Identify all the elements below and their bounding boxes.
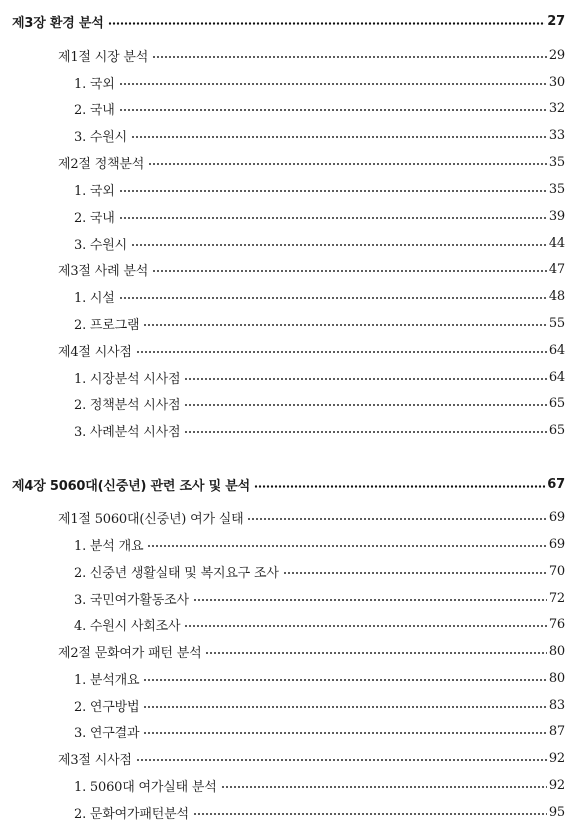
dot-leader: [254, 485, 545, 488]
dot-leader: [147, 545, 547, 547]
entry-page-number: 55: [548, 315, 565, 331]
entry-title: 1. 분석개요: [74, 672, 140, 688]
entry-title: 1. 시설: [74, 290, 115, 306]
dot-leader: [119, 297, 547, 299]
entry-title: 2. 정책분석 시사점: [74, 397, 181, 413]
entry-page-number: 64: [548, 369, 565, 385]
entry-page-number: 44: [548, 235, 565, 251]
toc-item-entry[interactable]: [0, 179, 577, 199]
entry-page-number: 33: [548, 127, 565, 143]
dot-leader: [143, 732, 546, 734]
entry-page-number: 32: [548, 100, 565, 116]
entry-title: 제3절 시사점: [58, 752, 132, 768]
dot-leader: [108, 22, 546, 25]
toc-item-entry[interactable]: [0, 420, 577, 440]
toc-item-entry[interactable]: [0, 367, 577, 387]
entry-title: 제1절 5060대(신중년) 여가 실태: [58, 511, 244, 527]
entry-title: 제4절 시사점: [58, 344, 132, 360]
toc-item-entry[interactable]: [0, 614, 577, 634]
entry-title: 2. 신중년 생활실태 및 복지요구 조사: [74, 565, 279, 581]
entry-title: 3. 수원시: [74, 237, 128, 253]
toc-chapter-entry[interactable]: [0, 11, 577, 31]
entry-title: 1. 국외: [74, 183, 115, 199]
toc-item-entry[interactable]: [0, 206, 577, 226]
entry-title: 1. 국외: [74, 76, 115, 92]
entry-title: 1. 시장분석 시사점: [74, 371, 181, 387]
entry-title: 2. 국내: [74, 210, 115, 226]
entry-title: 3. 수원시: [74, 129, 128, 145]
dot-leader: [119, 109, 547, 111]
toc-chapter-entry[interactable]: [0, 474, 577, 494]
entry-page-number: 92: [548, 750, 565, 766]
toc-item-entry[interactable]: [0, 802, 577, 822]
entry-page-number: 83: [548, 697, 565, 713]
entry-page-number: 80: [548, 670, 565, 686]
entry-page-number: 72: [548, 590, 565, 606]
entry-page-number: 80: [548, 643, 565, 659]
toc-section-entry[interactable]: [0, 340, 577, 360]
dot-leader: [193, 599, 547, 601]
entry-page-number: 30: [548, 74, 565, 90]
entry-page-number: 47: [548, 261, 565, 277]
entry-page-number: 35: [548, 154, 565, 170]
dot-leader: [131, 136, 547, 138]
entry-title: 2. 국내: [74, 102, 115, 118]
entry-page-number: 48: [548, 288, 565, 304]
entry-page-number: 29: [548, 47, 565, 63]
toc-item-entry[interactable]: [0, 98, 577, 118]
entry-page-number: 27: [547, 13, 565, 29]
entry-title: 제3절 사례 분석: [58, 263, 149, 279]
entry-title: 3. 사례분석 시사점: [74, 424, 181, 440]
entry-title: 1. 분석 개요: [74, 538, 144, 554]
entry-page-number: 70: [548, 563, 565, 579]
dot-leader: [283, 572, 547, 574]
toc-item-entry[interactable]: [0, 393, 577, 413]
dot-leader: [205, 652, 546, 654]
toc-section-entry[interactable]: [0, 152, 577, 172]
entry-title: 1. 5060대 여가실태 분석: [74, 779, 217, 795]
entry-page-number: 65: [548, 395, 565, 411]
entry-title: 제2절 정책분석: [58, 156, 145, 172]
toc-item-entry[interactable]: [0, 233, 577, 253]
dot-leader: [119, 217, 547, 219]
entry-page-number: 69: [548, 536, 565, 552]
entry-title: 2. 문화여가패턴분석: [74, 806, 189, 822]
dot-leader: [193, 813, 547, 815]
entry-page-number: 87: [548, 723, 565, 739]
entry-title: 제3장 환경 분석: [12, 15, 104, 31]
toc-item-entry[interactable]: [0, 72, 577, 92]
toc-section-entry[interactable]: [0, 259, 577, 279]
entry-page-number: 39: [548, 208, 565, 224]
toc-item-entry[interactable]: [0, 534, 577, 554]
entry-title: 제1절 시장 분석: [58, 49, 149, 65]
toc-item-entry[interactable]: [0, 775, 577, 795]
dot-leader: [143, 706, 546, 708]
toc-section-entry[interactable]: [0, 507, 577, 527]
dot-leader: [184, 378, 546, 380]
toc-item-entry[interactable]: [0, 721, 577, 741]
dot-leader: [119, 83, 547, 85]
dot-leader: [221, 786, 547, 788]
entry-page-number: 67: [547, 476, 565, 492]
dot-leader: [184, 625, 546, 627]
entry-title: 제4장 5060대(신중년) 관련 조사 및 분석: [12, 478, 250, 494]
toc-section-entry[interactable]: [0, 45, 577, 65]
entry-title: 3. 국민여가활동조사: [74, 592, 189, 608]
toc-item-entry[interactable]: [0, 561, 577, 581]
dot-leader: [143, 679, 546, 681]
dot-leader: [136, 759, 547, 761]
entry-page-number: 64: [548, 342, 565, 358]
entry-page-number: 95: [548, 804, 565, 820]
dot-leader: [184, 431, 546, 433]
toc-item-entry[interactable]: [0, 313, 577, 333]
entry-page-number: 92: [548, 777, 565, 793]
entry-title: 4. 수원시 사회조사: [74, 618, 181, 634]
dot-leader: [152, 270, 547, 272]
dot-leader: [247, 518, 546, 520]
toc-item-entry[interactable]: [0, 695, 577, 715]
entry-page-number: 69: [548, 509, 565, 525]
entry-title: 2. 프로그램: [74, 317, 140, 333]
dot-leader: [119, 190, 547, 192]
toc-item-entry[interactable]: [0, 668, 577, 688]
entry-title: 3. 연구결과: [74, 725, 140, 741]
toc-item-entry[interactable]: [0, 125, 577, 145]
entry-page-number: 35: [548, 181, 565, 197]
toc-item-entry[interactable]: [0, 286, 577, 306]
dot-leader: [143, 324, 546, 326]
toc-item-entry[interactable]: [0, 588, 577, 608]
dot-leader: [148, 163, 547, 165]
dot-leader: [184, 404, 546, 406]
entry-page-number: 65: [548, 422, 565, 438]
entry-title: 2. 연구방법: [74, 699, 140, 715]
entry-title: 제2절 문화여가 패턴 분석: [58, 645, 202, 661]
toc-section-entry[interactable]: [0, 748, 577, 768]
entry-page-number: 76: [548, 616, 565, 632]
toc-section-entry[interactable]: [0, 641, 577, 661]
dot-leader: [131, 244, 547, 246]
dot-leader: [152, 56, 547, 58]
dot-leader: [136, 351, 547, 353]
